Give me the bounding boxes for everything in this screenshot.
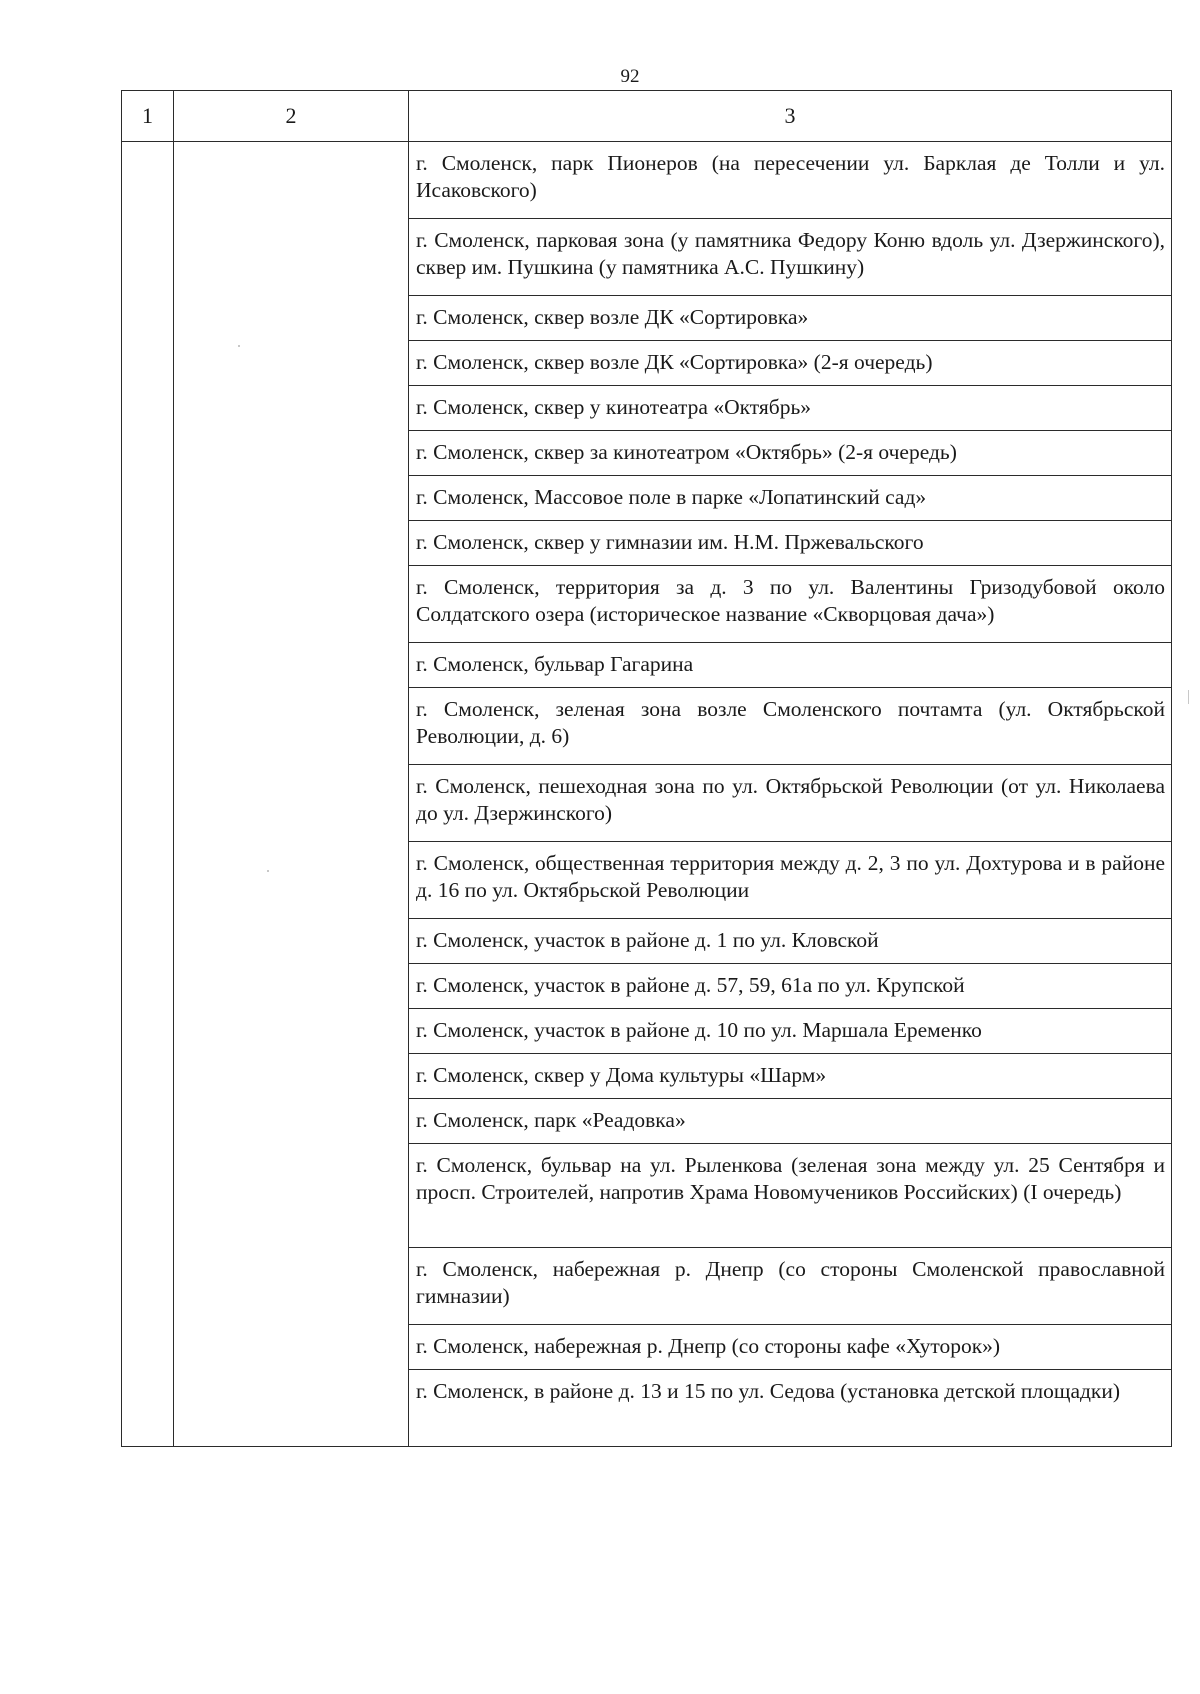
document-table <box>121 90 1172 1447</box>
column-header-2: 2 <box>174 91 409 142</box>
table-cell: г. Смоленск, сквер возле ДК «Сортировка» (2-я очередь) <box>409 341 1172 386</box>
table-cell: г. Смоленск, общественная территория между д. 2, 3 по ул. Дохтурова и в районе д. 16 по ул. Октябрьской Революции <box>409 842 1172 919</box>
table-cell: г. Смоленск, парк Пионеров (на пересечении ул. Барклая де Толли и ул. Исаковского) <box>409 142 1172 219</box>
column-header-3: 3 <box>409 91 1172 142</box>
table-row <box>122 142 1172 219</box>
scan-speck <box>1188 690 1189 704</box>
table-cell: г. Смоленск, сквер у кинотеатра «Октябрь» <box>409 386 1172 431</box>
table-cell: г. Смоленск, сквер за кинотеатром «Октябрь» (2-я очередь) <box>409 431 1172 476</box>
table-cell: г. Смоленск, пешеходная зона по ул. Октябрьской Революции (от ул. Николаева до ул. Дзержинского) <box>409 765 1172 842</box>
column-2-empty-cell <box>174 142 409 1447</box>
table-header-row <box>122 91 1172 142</box>
column-1-empty-cell <box>122 142 174 1447</box>
table-cell: г. Смоленск, сквер возле ДК «Сортировка» <box>409 296 1172 341</box>
table-cell: г. Смоленск, в районе д. 13 и 15 по ул. Седова (установка детской площадки) <box>409 1370 1172 1447</box>
page-number: 92 <box>620 66 640 87</box>
table-cell: г. Смоленск, набережная р. Днепр (со стороны кафе «Хуторок») <box>409 1325 1172 1370</box>
table-cell: г. Смоленск, сквер у гимназии им. Н.М. Пржевальского <box>409 521 1172 566</box>
table-cell: г. Смоленск, участок в районе д. 1 по ул. Кловской <box>409 919 1172 964</box>
table-cell: г. Смоленск, участок в районе д. 10 по ул. Маршала Еременко <box>409 1009 1172 1054</box>
table-cell: г. Смоленск, парк «Реадовка» <box>409 1099 1172 1144</box>
table-cell: г. Смоленск, Массовое поле в парке «Лопатинский сад» <box>409 476 1172 521</box>
column-header-1: 1 <box>122 91 174 142</box>
table-cell: г. Смоленск, парковая зона (у памятника Федору Коню вдоль ул. Дзержинского), сквер им. Пушкина (у памятника А.С. Пушкину) <box>409 219 1172 296</box>
scan-speck <box>267 870 269 872</box>
table-cell: г. Смоленск, участок в районе д. 57, 59, 61а по ул. Крупской <box>409 964 1172 1009</box>
table-cell: г. Смоленск, территория за д. 3 по ул. Валентины Гризодубовой около Солдатского озера (историческое название «Скворцовая дача») <box>409 566 1172 643</box>
table-cell: г. Смоленск, бульвар на ул. Рыленкова (зеленая зона между ул. 25 Сентября и просп. Строителей, напротив Храма Новомучеников Российских) (I очередь) <box>409 1144 1172 1248</box>
table-cell: г. Смоленск, бульвар Гагарина <box>409 643 1172 688</box>
table-cell: г. Смоленск, сквер у Дома культуры «Шарм» <box>409 1054 1172 1099</box>
table-cell: г. Смоленск, зеленая зона возле Смоленского почтамта (ул. Октябрьской Революции, д. 6) <box>409 688 1172 765</box>
table-cell: г. Смоленск, набережная р. Днепр (со стороны Смоленской православной гимназии) <box>409 1248 1172 1325</box>
scan-speck <box>238 345 240 347</box>
